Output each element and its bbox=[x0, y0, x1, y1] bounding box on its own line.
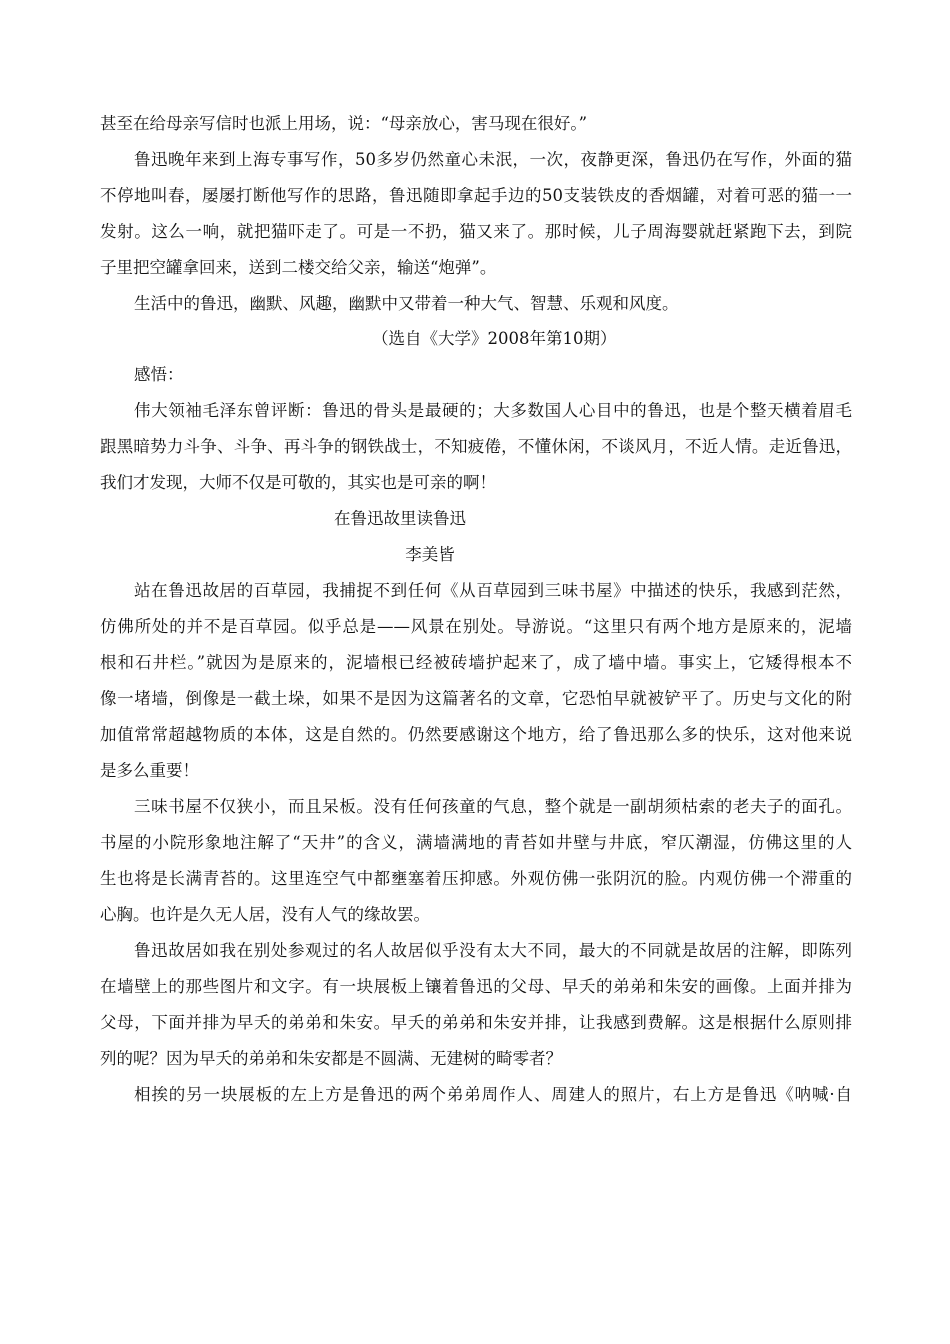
paragraph-line: 是多么重要！ bbox=[100, 761, 199, 780]
paragraph-line: 我们才发现，大师不仅是可敬的，其实也是可亲的啊！ bbox=[100, 473, 496, 492]
paragraph-line: 跟黑暗势力斗争、斗争、再斗争的钢铁战士，不知疲倦，不懂休闲，不谈风月，不近人情。走近鲁迅， bbox=[100, 437, 852, 456]
paragraph-line: 生也将是长满青苔的。这里连空气中都壅塞着压抑感。外观仿佛一张阴沉的脸。内观仿佛一个滞重的 bbox=[100, 869, 852, 888]
paragraph-line: 父母，下面并排为早夭的弟弟和朱安。早夭的弟弟和朱安并排，让我感到费解。这是根据什么原则排 bbox=[100, 1013, 852, 1032]
paragraph-line: 鲁迅故居如我在别处参观过的名人故居似乎没有太大不同，最大的不同就是故居的注解，即陈列 bbox=[134, 941, 852, 960]
paragraph-line: 站在鲁迅故居的百草园，我捕捉不到任何《从百草园到三味书屋》中描述的快乐，我感到茫然， bbox=[134, 581, 852, 600]
paragraph-line: 根和石井栏。”就因为是原来的，泥墙根已经被砖墙护起来了，成了墙中墙。事实上，它矮得根本不 bbox=[100, 653, 852, 672]
section-label: 感悟： bbox=[134, 365, 184, 384]
paragraph-line: 加值常常超越物质的本体，这是自然的。仍然要感谢这个地方，给了鲁迅那么多的快乐，这对他来说 bbox=[100, 725, 852, 744]
paragraph-line: 在墙壁上的那些图片和文字。有一块展板上镶着鲁迅的父母、早夭的弟弟和朱安的画像。上面并排为 bbox=[100, 977, 852, 996]
paragraph-line: 子里把空罐拿回来，送到二楼交给父亲，输送“炮弹”。 bbox=[100, 258, 497, 277]
paragraph-line: 发射。这么一响，就把猫吓走了。可是一不扔，猫又来了。那时候，儿子周海婴就赶紧跑下去，到院 bbox=[100, 222, 852, 241]
article-author: 李美皆 bbox=[405, 545, 455, 564]
paragraph-line: 鲁迅晚年来到上海专事写作，50多岁仍然童心未泯，一次，夜静更深，鲁迅仍在写作，外面的猫 bbox=[134, 150, 852, 169]
paragraph-line: 甚至在给母亲写信时也派上用场，说：“母亲放心，害马现在很好。” bbox=[100, 114, 588, 133]
paragraph-line: 不停地叫春，屡屡打断他写作的思路，鲁迅随即拿起手边的50支装铁皮的香烟罐，对着可恶的猫一一 bbox=[100, 186, 852, 205]
paragraph-line: 像一堵墙，倒像是一截土垛，如果不是因为这篇著名的文章，它恐怕早就被铲平了。历史与文化的附 bbox=[100, 689, 852, 708]
paragraph-line: 伟大领袖毛泽东曾评断：鲁迅的骨头是最硬的；大多数国人心目中的鲁迅，也是个整天横着眉毛 bbox=[134, 401, 852, 420]
paragraph-line: 仿佛所处的并不是百草园。似乎总是——风景在别处。导游说。“这里只有两个地方是原来的，泥墙 bbox=[100, 617, 852, 636]
paragraph-line: 心胸。也许是久无人居，没有人气的缘故罢。 bbox=[100, 905, 430, 924]
paragraph-line: 相挨的另一块展板的左上方是鲁迅的两个弟弟周作人、周建人的照片，右上方是鲁迅《呐喊·自 bbox=[134, 1085, 852, 1104]
paragraph-line: 三味书屋不仅狭小，而且呆板。没有任何孩童的气息，整个就是一副胡须枯索的老夫子的面孔。 bbox=[134, 797, 852, 816]
paragraph-line: 列的呢？因为早夭的弟弟和朱安都是不圆满、无建树的畸零者？ bbox=[100, 1049, 562, 1068]
article-title: 在鲁迅故里读鲁迅 bbox=[334, 509, 466, 528]
paragraph-line: 生活中的鲁迅，幽默、风趣，幽默中又带着一种大气、智慧、乐观和风度。 bbox=[134, 294, 679, 313]
paragraph-line: 书屋的小院形象地注解了“天井”的含义，满墙满地的青苔如井壁与井底，窄仄潮湿，仿佛这里的人 bbox=[100, 833, 852, 852]
source-citation: （选自《大学》2008年第10期） bbox=[372, 329, 617, 348]
